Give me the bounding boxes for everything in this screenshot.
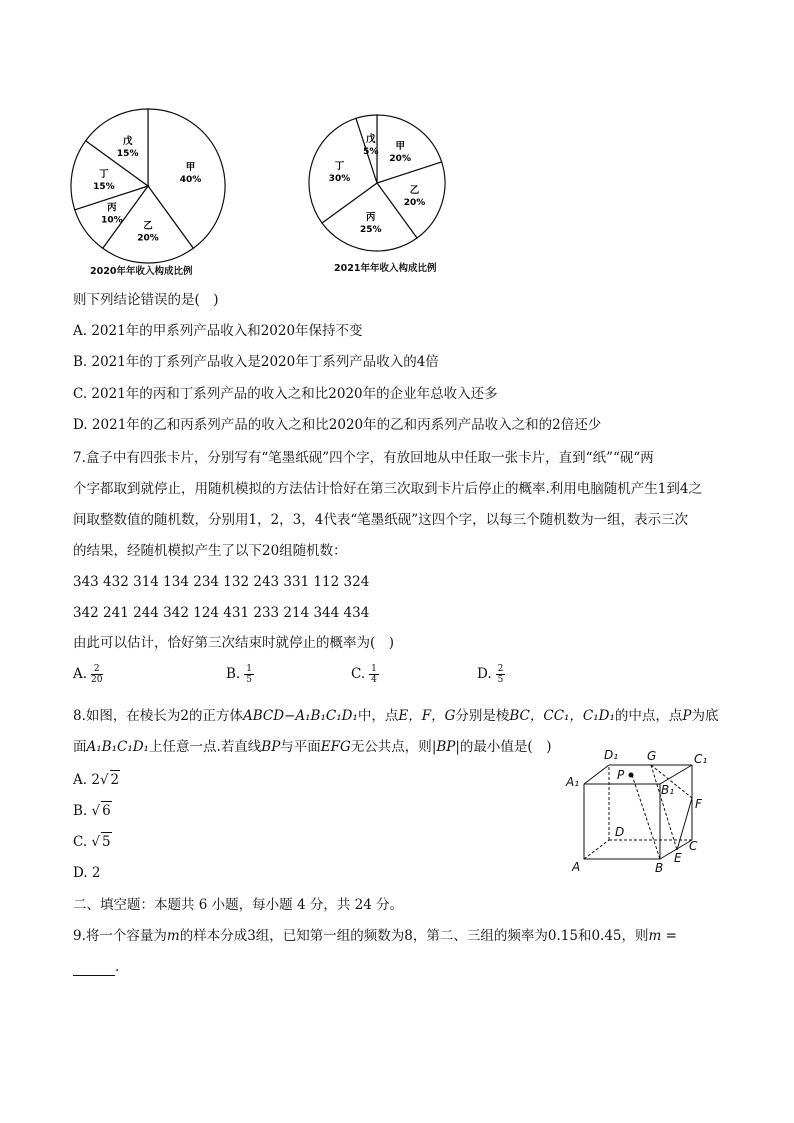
q9-answer-blank[interactable] [73,961,115,976]
q7-option-c: C. $\frac{1}{4}$ [351,664,377,685]
edge-b1-c1 [660,765,692,784]
pie-slice-percent: 25% [360,225,382,235]
q8-option-a: A. 2√ 2 [73,772,120,788]
q8-option-c: C. √ 5 [73,834,111,850]
q7-b-denominator: 5 [246,675,252,685]
pie-slice-label: 丙 [366,212,376,223]
label-p: P [617,768,625,782]
label-d: D [615,825,625,839]
point-p [629,773,634,778]
q7-option-b: B. $\frac{1}{5}$ [226,664,252,685]
q7-d-numerator: 2 [497,664,504,674]
section-2-heading: 二、填空题：本题共 6 小题，每小题 4 分，共 24 分。 [73,897,404,913]
pie-slice-percent: 40% [179,175,202,186]
pie-slice-percent: 30% [328,173,351,184]
edge-a-d [584,840,609,859]
segment-g-e [651,765,677,850]
q6-option-b: B. 2021年的丁系列产品收入是2020年丁系列产品收入的4倍 [73,354,439,370]
q7-c-numerator: 1 [371,664,377,674]
label-a1: A₁ [566,775,580,789]
pie-slice-label: 戊 [366,134,376,145]
q7-line-3: 间取整数值的随机数，分别用1，2，3，4代表“笔墨纸砚”这四个字，以每三个随机数为一组，表示三次 [73,512,689,528]
q6-option-a: A. 2021年的甲系列产品收入和2020年保持不变 [73,323,363,339]
pie-slice-percent: 20% [403,198,426,209]
pie-slice-label: 甲 [395,141,405,153]
q7-line-1: 7.盒子中有四张卡片，分别写有“笔墨纸砚”四个字，有放回地从中任取一张卡片，直到“纸”“砚“两 [73,450,654,466]
pie-slice-label: 甲 [185,162,196,174]
q7-line-2: 个字都取到就停止，用随机模拟的方法估计恰好在第三次取到卡片后停止的概率.利用电脑随机产生1到4之 [73,481,702,497]
pie-slice-label: 丁 [334,160,345,172]
chart-caption-2020: 2020年年收入构成比例 [90,266,193,277]
q6-stem: 则下列结论错误的是( ) [73,292,219,308]
q8-option-b: B. √ 6 [73,803,111,819]
q7-c-denominator: 4 [371,675,377,685]
pie-slice-percent: 20% [137,233,159,244]
label-c1: C₁ [694,752,708,766]
q7-option-d: D. $\frac{2}{5}$ [477,664,504,685]
q8-line-1: 8.如图，在棱长为2的正方体ABCD−A₁B₁C₁D₁中，点E，F，G分别是棱BC，CC₁，C₁D₁的中点，点P为底 [73,708,719,724]
label-f: F [695,797,702,811]
label-g: G [647,749,657,763]
q7-random-row-2: 342 241 244 342 124 431 233 214 344 434 [73,605,370,621]
pie-slice-percent: 15% [116,149,139,160]
q7-line-4: 的结果，经随机模拟产生了以下20组随机数： [73,543,347,559]
pie-slice-percent: 10% [101,215,123,226]
label-b: B [655,861,664,875]
label-b1: B₁ [661,783,675,797]
q7-a-numerator: 2 [91,664,102,675]
label-c: C [689,839,698,853]
pie-slice-percent: 20% [389,154,411,165]
q8-line-2: 面A₁B₁C₁D₁上任意一点.若直线BP与平面EFG无公共点，则|BP|的最小值是( ) [73,739,552,755]
pie-chart-2020 [68,106,228,266]
q6-option-d: D. 2021年的乙和丙系列产品的收入之和比2020年的乙和丙系列产品收入之和的2倍还少 [73,417,602,433]
cube-figure [560,742,720,878]
label-d1: D₁ [604,748,619,762]
label-a: A [572,860,581,874]
pie-slice-label: 乙 [409,185,420,197]
pie-slice-label: 丙 [107,202,117,214]
pie-slice-percent: 5% [363,147,379,157]
q7-b-numerator: 1 [246,664,252,674]
label-e: E [674,851,682,865]
pie-slice-label: 戊 [122,136,133,148]
edge-a1-d1 [584,765,609,784]
cube-front-face [584,784,660,859]
pie-slice-percent: 15% [93,182,115,192]
pie-slice-label: 丁 [99,169,109,180]
q9-line-1: 9.将一个容量为m的样本分成3组，已知第一组的频数为8，第二、三组的频率为0.15和0.45，则m = [73,928,677,944]
q8-option-d: D. 2 [73,865,101,881]
pie-slice-label: 乙 [143,220,153,232]
q7-random-row-1: 343 432 314 134 234 132 243 331 112 324 [73,574,370,590]
q9-line-2: . [73,958,119,976]
q7-question: 由此可以估计，恰好第三次结束时就停止的概率为( ) [73,635,395,651]
q7-d-denominator: 5 [497,675,504,685]
segment-p-b [632,775,660,859]
pie-chart-2021 [306,112,448,254]
q6-option-c: C. 2021年的丙和丁系列产品的收入之和比2020年的企业年总收入还多 [73,386,498,402]
chart-caption-2021: 2021年年收入构成比例 [334,263,437,274]
q7-a-denominator: 20 [91,675,103,685]
q7-option-a: A. $\frac{2}{20}$ [73,664,103,685]
